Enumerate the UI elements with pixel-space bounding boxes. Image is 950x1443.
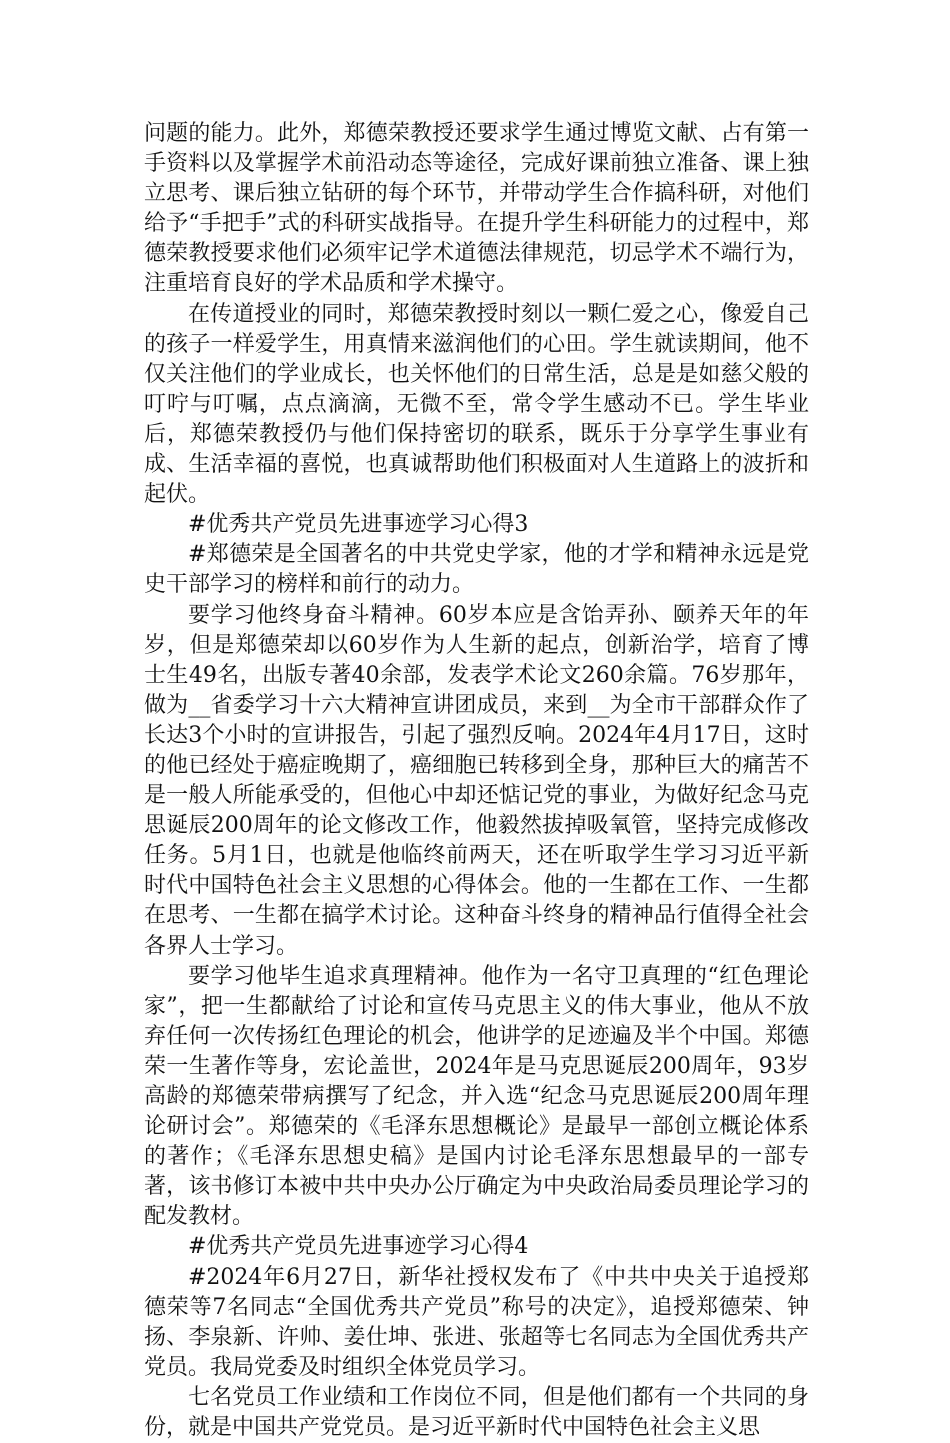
- paragraph-lifelong-struggle: 要学习他终身奋斗精神。60岁本应是含饴弄孙、颐养天年的年岁，但是郑德荣却以60岁作为人生新的起点，创新治学，培育了博士生49名，出版专著40余部，发表学术论文260余篇。76岁那年，做为__省委学习十六大精神宣讲团成员，来到__为全市干部群众作了长达3个小时的宣讲报告，引起了强烈反响。2024年4月17日，这时的他已经处于癌症晚期了，癌细胞已转移到全身，那种巨大的痛苦不是一般人所能承受的，但他心中却还惦记党的事业，为做好纪念马克思诞辰200周年的论文修改工作，他毅然拔掉吸氧管，坚持完成修改任务。5月1日，也就是他临终前两天，还在听取学生学习习近平新时代中国特色社会主义思想的心得体会。他的一生都在工作、一生都在思考、一生都在搞学术讨论。这种奋斗终身的精神品行值得全社会各界人士学习。: [144, 602, 809, 959]
- paragraph-pursuit-of-truth: 要学习他毕生追求真理精神。他作为一名守卫真理的“红色理论家”，把一生都献给了讨论和宣传马克思主义的伟大事业，他从不放弃任何一次传扬红色理论的机会，他讲学的足迹遍及半个中国。郑德荣一生著作等身，宏论盖世，2024年是马克思诞辰200周年，93岁高龄的郑德荣带病撰写了纪念，并入选“纪念马克思诞辰200周年理论研讨会”。郑德荣的《毛泽东思想概论》是最早一部创立概论体系的著作；《毛泽东思想史稿》是国内讨论毛泽东思想最早的一部专著，该书修订本被中共中央办公厅确定为中央政治局委员理论学习的配发教材。: [144, 963, 809, 1230]
- paragraph-intro-4: #2024年6月27日，新华社授权发布了《中共中央关于追授郑德荣等7名同志“全国优秀共产党员”称号的决定》，追授郑德荣、钟扬、李泉新、许帅、姜仕坤、张进、张超等七名同志为全国优秀共产党员。我局党委及时组织全体党员学习。: [144, 1264, 809, 1380]
- section-heading-4: #优秀共产党员先进事迹学习心得4: [188, 1234, 529, 1260]
- paragraph-care-for-students: 在传道授业的同时，郑德荣教授时刻以一颗仁爱之心，像爱自己的孩子一样爱学生，用真情来滋润他们的心田。学生就读期间，他不仅关注他们的学业成长，也关怀他们的日常生活，总是是如慈父般的叮咛与叮嘱，点点滴滴，无微不至，常令学生感动不已。学生毕业后，郑德荣教授仍与他们保持密切的联系，既乐于分享学生事业有成、生活幸福的喜悦，也真诚帮助他们积极面对人生道路上的波折和起伏。: [144, 301, 809, 508]
- document-body: [144, 119, 809, 1443]
- paragraph-seven-members: 七名党员工作业绩和工作岗位不同，但是他们都有一个共同的身份，就是中国共产党党员。是习近平新时代中国特色社会主义思: [144, 1384, 809, 1441]
- paragraph-intro-3: #郑德荣是全国著名的中共党史学家，他的才学和精神永远是党史干部学习的榜样和前行的动力。: [144, 542, 809, 598]
- paragraph-continued: 问题的能力。此外，郑德荣教授还要求学生通过博览文献、占有第一手资料以及掌握学术前沿动态等途径，完成好课前独立准备、课上独立思考、课后独立钻研的每个环节，并带动学生合作搞科研，对他们给予“手把手”式的科研实战指导。在提升学生科研能力的过程中，郑德荣教授要求他们必须牢记学术道德法律规范，切忌学术不端行为，注重培育良好的学术品质和学术操守。: [144, 121, 809, 297]
- section-heading-3: #优秀共产党员先进事迹学习心得3: [188, 512, 529, 538]
